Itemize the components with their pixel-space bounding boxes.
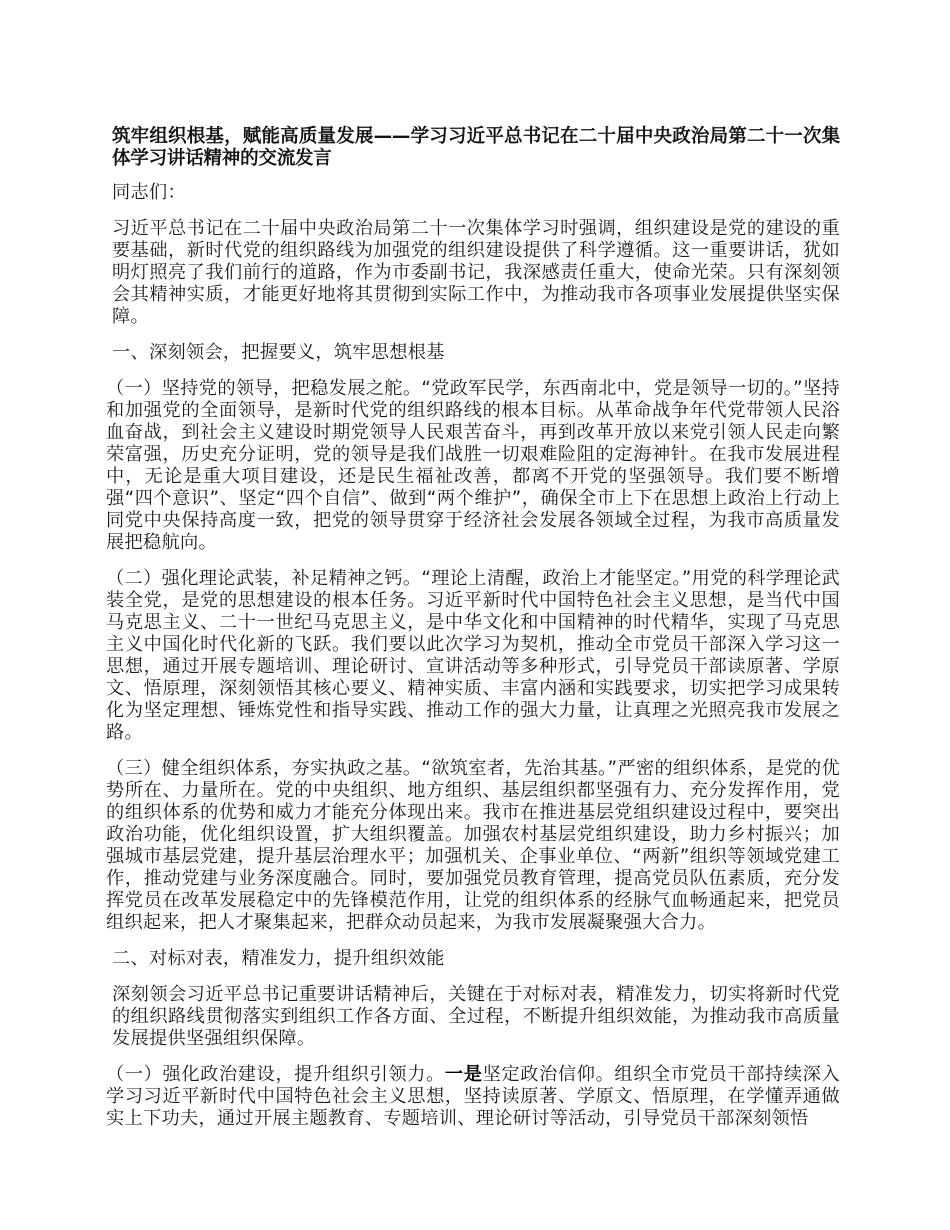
section-1-heading: 一、深刻领会，把握要义，筑牢思想根基: [112, 342, 445, 363]
salutation: 同志们：: [112, 182, 186, 203]
item-rest: 坚定政治信仰。组织全市党员干部持续深入学习习近平新时代中国特色社会主义思想，坚持读原著、学原文、悟原理，在学懂弄通做实上下功夫，通过开展主题教育、专题培训、理论研讨等活动，引导党员干部深刻领悟: [106, 1064, 840, 1129]
item-emphasis: 一是: [444, 1064, 483, 1085]
section-2-intro: 深刻领会习近平总书记重要讲话精神后，关键在于对标对表，精准发力，切实将新时代党的组织路线贯彻落实到组织工作各方面、全过程，不断提升组织效能，为推动我市高质量发展提供坚强组织保障。: [112, 984, 840, 1049]
section-1-paragraph-3: （三）健全组织体系，夯实执政之基。“欲筑室者，先治其基。”严密的组织体系，是党的优势所在、力量所在。党的中央组织、地方组织、基层组织都坚强有力、充分发挥作用，党的组织体系的优势和威力才能充分体现出来。我市在推进基层党组织建设过程中，要突出政治功能，优化组织设置，扩大组织覆盖。加强农村基层党组织建设，助力乡村振兴；加强城市基层党建，提升基层治理水平；加强机关、企事业单位、“两新”组织等领域党建工作，推动党建与业务深度融合。同时，要加强党员教育管理，提高党员队伍素质，充分发挥党员在改革发展稳定中的先锋模范作用，让党的组织体系的经脉气血畅通起来，把党员组织起来，把人才聚集起来，把群众动员起来，为我市发展凝聚强大合力。: [106, 758, 840, 933]
section-1-paragraph-2: （二）强化理论武装，补足精神之钙。“理论上清醒，政治上才能坚定。”用党的科学理论武装全党，是党的思想建设的根本任务。习近平新时代中国特色社会主义思想，是当代中国马克思主义、二十一世纪马克思主义，是中华文化和中国精神的时代精华，实现了马克思主义中国化时代化新的飞跃。我们要以此次学习为契机，推动全市党员干部深入学习这一思想，通过开展专题培训、理论研讨、宣讲活动等多种形式，引导党员干部读原著、学原文、悟原理，深刻领悟其核心要义、精神实质、丰富内涵和实践要求，切实把学习成果转化为坚定理想、锤炼党性和指导实践、推动工作的强大力量，让真理之光照亮我市发展之路。: [106, 568, 840, 743]
document-page: [106, 126, 840, 1144]
intro-paragraph: 习近平总书记在二十届中央政治局第二十一次集体学习时强调，组织建设是党的建设的重要基础，新时代党的组织路线为加强党的组织建设提供了科学遵循。这一重要讲话，犹如明灯照亮了我们前行的道路，作为市委副书记，我深感责任重大，使命光荣。只有深刻领会其精神实质，才能更好地将其贯彻到实际工作中，为推动我市各项事业发展提供坚实保障。: [112, 218, 840, 327]
document-title: 筑牢组织根基，赋能高质量发展——学习习近平总书记在二十届中央政治局第二十一次集体学习讲话精神的交流发言: [112, 126, 840, 169]
section-1-paragraph-1: （一）坚持党的领导，把稳发展之舵。“党政军民学，东西南北中，党是领导一切的。”坚持和加强党的全面领导，是新时代党的组织路线的根本目标。从革命战争年代党带领人民浴血奋战，到社会主义建设时期党领导人民艰苦奋斗，再到改革开放以来党引领人民走向繁荣富强，历史充分证明，党的领导是我们战胜一切艰难险阻的定海神针。在我市发展进程中，无论是重大项目建设，还是民生福祉改善，都离不开党的坚强领导。我们要不断增强“四个意识”、坚定“四个自信”、做到“两个维护”，确保全市上下在思想上政治上行动上同党中央保持高度一致，把党的领导贯穿于经济社会发展各领域全过程，为我市高质量发展把稳航向。: [106, 378, 840, 553]
section-2-heading: 二、对标对表，精准发力，提升组织效能: [112, 948, 445, 969]
section-2-paragraph-1: [106, 1064, 840, 1130]
item-lead: （一）强化政治建设，提升组织引领力。: [106, 1064, 445, 1085]
